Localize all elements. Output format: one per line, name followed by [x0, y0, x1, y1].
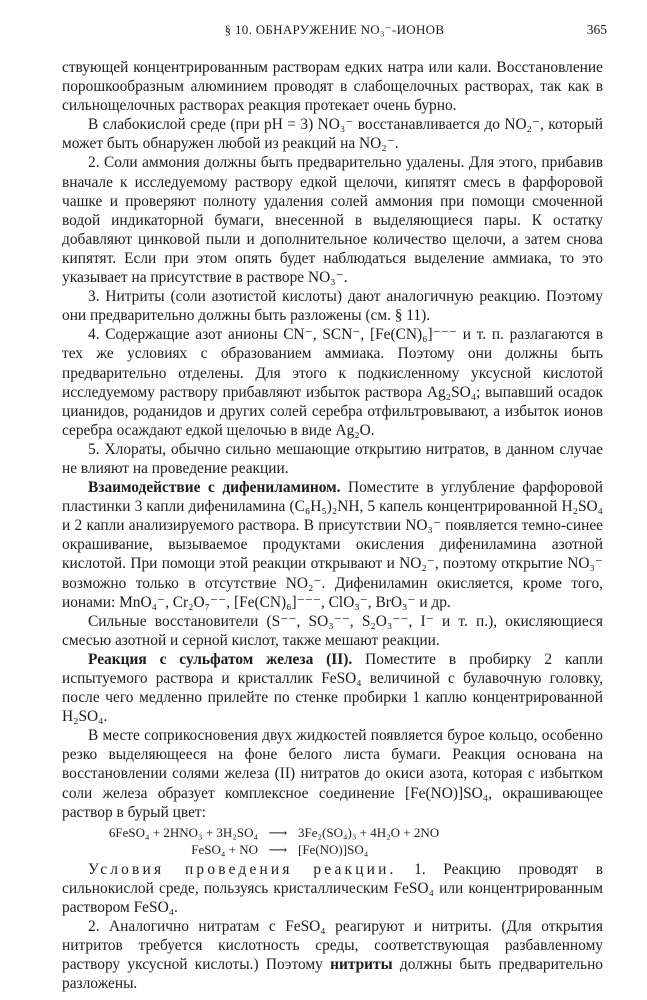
equation-right: [Fe(NO)]SO₄	[298, 841, 369, 857]
iron-sulfate-text: Поместите в пробирку 2 капли испытуемого раствора и кристаллик FeSO₄ величиной с булавочную головку, после чего медленно прилейте по стенке пробирки 1 каплю концентрированной H₂SO₄.	[62, 650, 603, 726]
paragraph-chlorates: 5. Хлораты, обычно сильно мешающие открытию нитратов, в данном случае не влияют на проведение реакции.	[62, 440, 603, 477]
conditions-lead: Условия проведения реакции.	[88, 860, 397, 878]
paragraph-continuation: ствующей концентрированным растворам едких натра или кали. Восстановление порошкообразным алюминием проводят в слабощелочных растворах, так как в сильнощелочных растворах реакция протекает очень бурно.	[62, 59, 603, 115]
paragraph-brown-ring: В месте соприкосновения двух жидкостей появляется бурое кольцо, особенно резко выделяющееся на фоне белого листа бумаги. Реакция основана на восстановлении солями железа (II) нитратов до окиси азота, которая с избытком соли железа образует комплексное соединение [Fe(NO)]SO₄, окрашивающее раствор в бурый цвет:	[62, 727, 603, 821]
paragraph-nitrites: 3. Нитриты (соли азотистой кислоты) дают аналогичную реакцию. Поэтому они предварительно должны быть разложены (см. § 11).	[62, 288, 603, 325]
diphenylamine-heading: Взаимодействие с дифениламином.	[88, 479, 341, 497]
paragraph-weak-acid: В слабокислой среде (при pH = 3) NO₃⁻ восстанавливается до NO₂⁻, который может быть обнаружен любой из реакций на NO₂⁻.	[62, 116, 603, 153]
section-iron-sulfate	[62, 650, 603, 726]
arrow-icon: ⟶	[268, 841, 288, 857]
paragraph-conditions	[62, 860, 603, 917]
arrow-icon: ⟶	[268, 824, 288, 840]
diphenylamine-text: Поместите в углубление фарфоровой пластинки 3 капли дифениламина (C₆H₅)₂NH, 5 капель концентрированной H₂SO₄ и 2 капли анализируемого раствора. В присутствии NO₃⁻ появляется темно-синее окрашивание, вызываемое продуктами окисления дифениламина азотной кислотой. При помощи этой реакции открывают и NO₂⁻, поэтому открытие NO₃⁻ возможно только в отсутствие NO₂⁻. Дифениламин окисляется, кроме того, ионами: MnO₄⁻, Cr₂O₇⁻⁻, [Fe(CN)₆]⁻⁻⁻, ClO₃⁻, BrO₃⁻ и др.	[62, 479, 604, 611]
equation-left: FeSO₄ + NO	[191, 841, 258, 857]
equation-row	[62, 824, 603, 841]
conditions-text: 1. Реакцию проводят в сильнокислой среде, пользуясь кристаллическим FeSO₄ или концентрированным раствором FeSO₄.	[62, 860, 603, 916]
nitrites-text-b: должны быть предварительно разложены.	[62, 956, 603, 993]
paragraph-nitrite-interference	[62, 917, 603, 993]
equation-left: 6FeSO₄ + 2HNO₃ + 3H₂SO₄	[108, 824, 258, 840]
nitrites-text-a: 2. Аналогично нитратам с FeSO₄ реагируют и нитриты. (Для открытия нитритов требуется кислотность среды, соответствующая разбавленному раствору уксусной кислоты.) Поэтому	[62, 918, 603, 974]
paragraph-ammonium: 2. Соли аммония должны быть предварительно удалены. Для этого, прибавив вначале к исследуемому раствору едкой щелочи, кипятят смесь в фарфоровой чашке и проверяют полноту удаления солей аммония при помощи смоченной водой индикаторной бумаги, внесенной в выделяющиеся пары. К остатку добавляют цинковой пыли и дополнительное количество щелочи, а затем снова кипятят. Если при этом опять будет наблюдаться выделение аммиака, то это указывает на присутствие в растворе NO₃⁻.	[62, 154, 603, 287]
reaction-equations	[62, 824, 603, 858]
equation-row	[62, 841, 603, 858]
section-diphenylamine	[62, 478, 603, 612]
nitrites-bold: нитриты	[330, 956, 393, 974]
paragraph-reducers: Сильные восстановители (S⁻⁻, SO₃⁻⁻, S₂O₃⁻⁻, I⁻ и т. п.), окисляющиеся смесью азотной и серной кислот, также мешают реакции.	[62, 612, 603, 649]
equation-right: 3Fe₂(SO₄)₃ + 4H₂O + 2NO	[298, 824, 440, 840]
page-number: 365	[586, 22, 607, 37]
header-title: § 10. ОБНАРУЖЕНИЕ NO₃⁻-ИОНОВ	[224, 22, 445, 37]
page-body	[62, 58, 603, 993]
iron-sulfate-heading: Реакция с сульфатом железа (II).	[88, 650, 353, 668]
running-header	[62, 22, 607, 44]
paragraph-nitrogen-anions: 4. Содержащие азот анионы CN⁻, SCN⁻, [Fe(CN)₆]⁻⁻⁻ и т. п. разлагаются в тех же условиях с образованием аммиака. Поэтому они должны быть предварительно отделены. Для этого к подкисленному уксусной кислотой исследуемому раствору прибавляют избыток раствора Ag₂SO₄; выпавший осадок цианидов, роданидов и других солей серебра отфильтровывают, а избыток ионов серебра осаждают едкой щелочью в виде Ag₂O.	[62, 326, 603, 439]
